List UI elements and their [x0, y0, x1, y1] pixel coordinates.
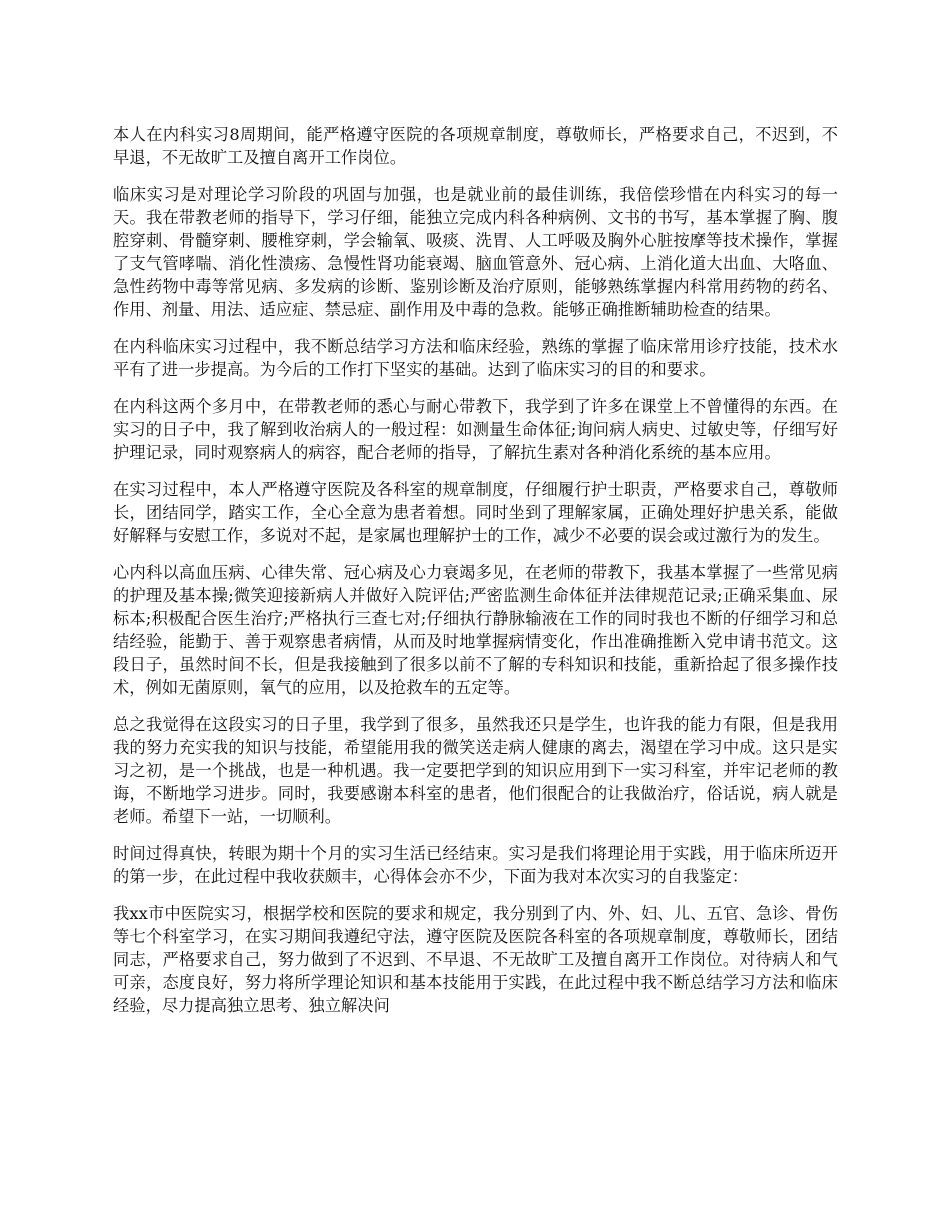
paragraph-2: 临床实习是对理论学习阶段的巩固与加强，也是就业前的最佳训练，我倍偿珍惜在内科实习的每一天。我在带教老师的指导下，学习仔细，能独立完成内科各种病例、文书的书写，基本掌握了胸、腹腔穿刺、骨髓穿刺、腰椎穿刺，学会输氧、吸痰、洗胃、人工呼吸及胸外心脏按摩等技术操作，掌握了支气管哮喘、消化性溃疡、急慢性肾功能衰竭、脑血管意外、冠心病、上消化道大出血、大咯血、急性药物中毒等常见病、多发病的诊断、鉴别诊断及治疗原则，能够熟练掌握内科常用药物的药名、作用、剂量、用法、适应症、禁忌症、副作用及中毒的急救。能够正确推断辅助检查的结果。: [113, 185, 838, 319]
paragraph-5: 在实习过程中，本人严格遵守医院及各科室的规章制度，仔细履行护士职责，严格要求自己，尊敬师长，团结同学，踏实工作，全心全意为患者着想。同时坐到了理解家属，正确处理好护患关系，能做好解释与安慰工作，多说对不起，是家属也理解护士的工作，减少不必要的误会或过激行为的发生。: [113, 480, 838, 545]
paragraph-4: 在内科这两个多月中，在带教老师的悉心与耐心带教下，我学到了许多在课堂上不曾懂得的东西。在实习的日子中，我了解到收治病人的一般过程：如测量生命体征;询问病人病史、过敏史等，仔细写好护理记录，同时观察病人的病容，配合老师的指导，了解抗生素对各种消化系统的基本应用。: [113, 397, 838, 462]
paragraph-9: 我xx市中医院实习，根据学校和医院的要求和规定，我分别到了内、外、妇、儿、五官、急诊、骨伤等七个科室学习，在实习期间我遵纪守法，遵守医院及医院各科室的各项规章制度，尊敬师长，团结同志，严格要求自己，努力做到了不迟到、不早退、不无故旷工及擅自离开工作岗位。对待病人和气可亲，态度良好，努力将所学理论知识和基本技能用于实践，在此过程中我不断总结学习方法和临床经验，尽力提高独立思考、独立解决问: [113, 904, 838, 1015]
paragraph-1: 本人在内科实习8周期间，能严格遵守医院的各项规章制度，尊敬师长，严格要求自己，不迟到，不早退，不无故旷工及擅自离开工作岗位。: [113, 125, 838, 167]
paragraph-8: 时间过得真快，转眼为期十个月的实习生活已经结束。实习是我们将理论用于实践，用于临床所迈开的第一步，在此过程中我收获颇丰，心得体会亦不少，下面为我对本次实习的自我鉴定：: [113, 844, 838, 886]
document-body: [113, 123, 838, 1017]
paragraph-7: 总之我觉得在这段实习的日子里，我学到了很多，虽然我还只是学生，也许我的能力有限，但是我用我的努力充实我的知识与技能，希望能用我的微笑送走病人健康的离去，渴望在学习中成。这只是实习之初，是一个挑战，也是一种机遇。我一定要把学到的知识应用到下一实习科室，并牢记老师的教诲，不断地学习进步。同时，我要感谢本科室的患者，他们很配合的让我做治疗，俗话说，病人就是老师。希望下一站，一切顺利。: [113, 715, 838, 826]
paragraph-6: 心内科以高血压病、心律失常、冠心病及心力衰竭多见，在老师的带教下，我基本掌握了一些常见病的护理及基本操;微笑迎接新病人并做好入院评估;严密监测生命体征并法律规范记录;正确采集血、尿标本;积极配合医生治疗;严格执行三查七对;仔细执行静脉输液在工作的同时我也不断的仔细学习和总结经验，能勤于、善于观察患者病情，从而及时地掌握病情变化，作出准确推断入党申请书范文。这段日子，虽然时间不长，但是我接触到了很多以前不了解的专科知识和技能，重新拾起了很多操作技术，例如无菌原则，氧气的应用，以及抢救车的五定等。: [113, 563, 838, 697]
paragraph-3: 在内科临床实习过程中，我不断总结学习方法和临床经验，熟练的掌握了临床常用诊疗技能，技术水平有了进一步提高。为今后的工作打下坚实的基础。达到了临床实习的目的和要求。: [113, 337, 838, 379]
